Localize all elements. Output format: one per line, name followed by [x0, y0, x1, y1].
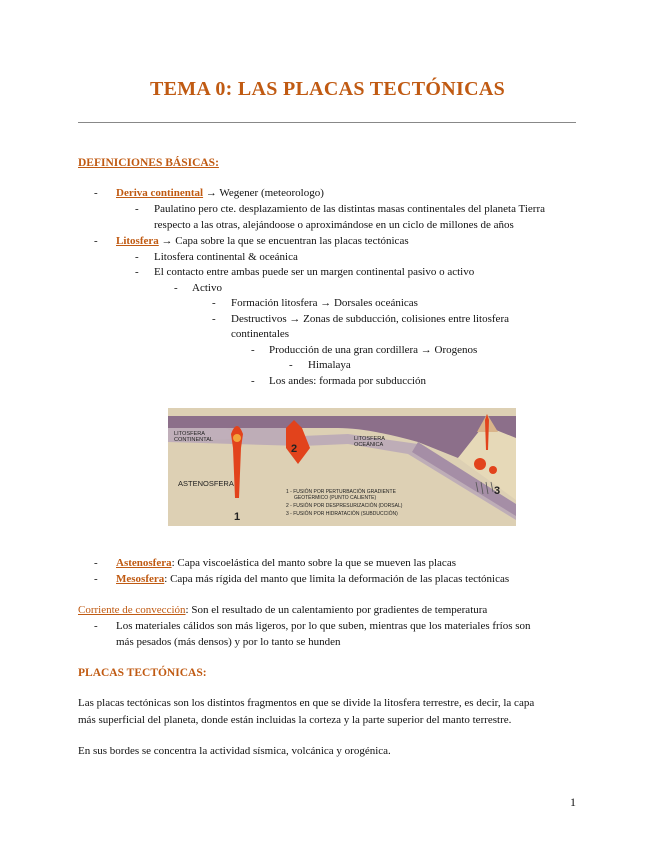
bullet-dash: -	[94, 235, 98, 247]
placas-paragraph-2: En sus bordes se concentra la actividad sísmica, volcánica y orogénica.	[78, 745, 391, 757]
conveccion-sub-line1: Los materiales cálidos son más ligeros, por lo que suben, mientras que los materiales fríos son	[116, 620, 531, 632]
placas-paragraph-line2: más superficial del planeta, donde están incluidas la corteza y la parte superior del manto terrestre.	[78, 714, 512, 726]
deriva-sub-line2: respecto a las otras, alejándoose o aproximándose en un ciclo de millones de años	[154, 219, 514, 231]
section-heading-definiciones: DEFINICIONES BÁSICAS:	[78, 157, 219, 169]
subduction-magma	[474, 458, 486, 470]
destructivos-line1: Destructivos → Zonas de subducción, colisiones entre litosfera	[231, 313, 509, 325]
term-deriva: Deriva continental	[116, 187, 204, 199]
conveccion-sub-line2: más pesados (más densos) y por lo tanto se hunden	[116, 636, 341, 648]
bullet-dash: -	[94, 187, 98, 199]
label-num1: 1	[234, 511, 241, 523]
bullet-dash: -	[212, 313, 216, 325]
term-conveccion: Corriente de convección	[78, 604, 186, 616]
destructivos-line2: continentales	[231, 328, 290, 340]
lito-sub2: El contacto entre ambas puede ser un margen continental pasivo o activo	[154, 266, 475, 278]
label-lito-ocea-1: LITOSFERA	[354, 436, 385, 442]
label-num2: 2	[291, 443, 298, 455]
legend-line4: 3 - FUSIÓN POR HIDRATACIÓN (SUBDUCCIÓN)	[286, 511, 398, 517]
bullet-dash: -	[135, 203, 139, 215]
legend-line3: 2 - FUSIÓN POR DESPRESURIZACIÓN (DORSAL)	[286, 503, 403, 509]
formacion: Formación litosfera → Dorsales oceánicas	[231, 297, 418, 309]
activo: Activo	[192, 282, 222, 294]
text-mesosfera: : Capa más rígida del manto que limita la deformación de las placas tectónicas	[164, 573, 510, 585]
label-lito-cont-2: CONTINENTAL	[174, 437, 214, 443]
bullet-dash: -	[251, 375, 255, 387]
page-number: 1	[570, 795, 576, 809]
bullet-dash: -	[289, 359, 293, 371]
placas-paragraph-line1: Las placas tectónicas son los distintos fragmentos en que se divide la litosfera terrestre, es decir, la capa	[78, 697, 535, 709]
label-num3: 3	[494, 485, 501, 497]
label-astenosfera: ASTENOSFERA	[178, 479, 234, 488]
item-astenosfera	[116, 556, 456, 570]
item-mesosfera	[116, 572, 509, 586]
text-litosfera: → Capa sobre la que se encuentran las placas tectónicas	[158, 235, 409, 247]
item-litosfera	[116, 234, 409, 248]
plate-tectonics-diagram	[168, 408, 516, 526]
legend-line1: 1 - FUSIÓN POR PERTURBACIÓN GRADIENTE	[286, 489, 396, 495]
term-astenosfera: Astenosfera	[116, 557, 172, 569]
text-deriva: → Wegener (meteorologo)	[203, 187, 324, 199]
bullet-dash: -	[212, 297, 216, 309]
document-title: TEMA 0: LAS PLACAS TECTÓNICAS	[149, 78, 506, 100]
hotspot-core	[233, 434, 241, 442]
item-deriva	[116, 186, 324, 200]
produccion: Producción de una gran cordillera → Orogenos	[269, 344, 478, 356]
himalaya: Himalaya	[308, 359, 351, 371]
item-conveccion	[78, 603, 487, 617]
bullet-dash: -	[94, 573, 98, 585]
bullet-dash: -	[251, 344, 255, 356]
label-lito-cont-1: LITOSFERA	[174, 431, 205, 437]
bullet-dash: -	[94, 620, 98, 632]
term-litosfera: Litosfera	[116, 235, 159, 247]
andes: Los andes: formada por subducción	[269, 375, 427, 387]
legend-line2: GEOTÉRMICO (PUNTO CALIENTE)	[294, 495, 377, 501]
bullet-dash: -	[94, 557, 98, 569]
bullet-dash: -	[135, 251, 139, 263]
term-mesosfera: Mesosfera	[116, 573, 165, 585]
text-conveccion: : Son el resultado de un calentamiento por gradientes de temperatura	[185, 604, 488, 616]
title-divider	[78, 122, 576, 123]
bullet-dash: -	[135, 266, 139, 278]
deriva-sub-line1: Paulatino pero cte. desplazamiento de las distintas masas continentales del planeta Tierra	[154, 203, 545, 215]
text-astenosfera: : Capa viscoelástica del manto sobre la que se mueven las placas	[171, 557, 456, 569]
lito-sub1: Litosfera continental & oceánica	[154, 251, 298, 263]
subduction-magma-small	[489, 466, 497, 474]
section-heading-placas: PLACAS TECTÓNICAS:	[78, 667, 207, 679]
label-lito-ocea-2: OCEÁNICA	[354, 442, 384, 448]
bullet-dash: -	[174, 282, 178, 294]
